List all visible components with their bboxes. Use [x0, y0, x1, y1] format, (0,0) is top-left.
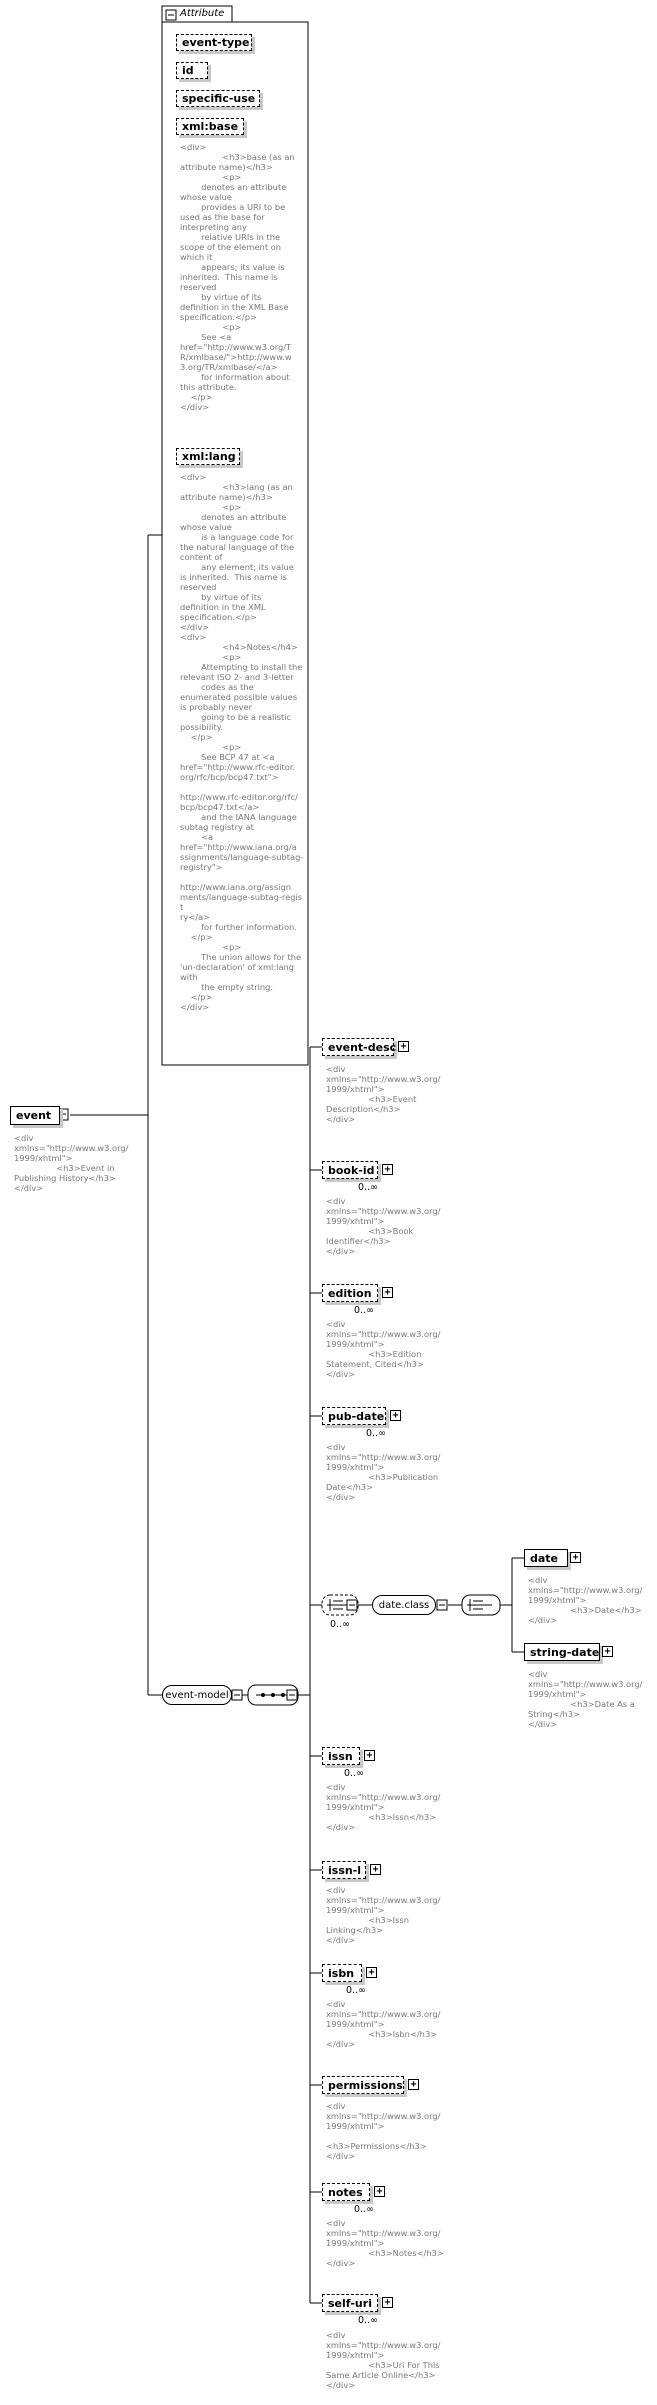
attribute-xml-lang[interactable]: xml:lang [176, 448, 240, 465]
expand-icon[interactable]: + [366, 1967, 377, 1978]
element-self-uri-doc: <div xmlns="http://www.w3.org/ 1999/xhtml"> <h3>Uri For This Same Article Online</h3> </div> [326, 2330, 441, 2390]
element-issn[interactable]: issn [322, 1747, 360, 1765]
element-issn-l-doc: <div xmlns="http://www.w3.org/ 1999/xhtml"> <h3>Issn Linking</h3> </div> [326, 1885, 441, 1945]
attribute-specific-use[interactable]: specific-use [176, 90, 260, 107]
root-element-event[interactable] [10, 1106, 60, 1125]
cardinality-date-choice: 0..∞ [330, 1619, 350, 1630]
element-event-desc-doc: <div xmlns="http://www.w3.org/ 1999/xhtml"> <h3>Event Description</h3> </div> [326, 1064, 441, 1124]
element-book-id[interactable]: book-id [322, 1161, 378, 1179]
attribute-xml-lang-doc: <div> <h3>lang (as an attribute name)</h3> <p> denotes an attribute whose value is a language code for the natural language of the content of any element; its value is inherited. This name is reserved by virtue of its definition in the XML specification.</p> </div> <div> <h4>Notes</h4> <p> Attempting to install the relevant ISO 2- and 3-letter codes as the enumerated possible values is probably never going to be a realistic possibility. </p> <p> See BCP 47 at <a href="http://www.rfc-editor. org/rfc/bcp/bcp47.txt"> http://www.rfc-editor.org/rfc/ bcp/bcp47.txt</a> and the IANA language subtag registry at <a href="http://www.iana.org/a ssignments/language-subtag- registry"> http://www.iana.org/assign ments/language-subtag-regist ry</a> for further information. </p> <p> The union allows for the 'un-declaration' of xml:lang with the empty string. </p> </div> [180, 472, 304, 1012]
element-isbn[interactable]: isbn [322, 1964, 362, 1982]
attribute-xml-base-doc: <div> <h3>base (as an attribute name)</h3> <p> denotes an attribute whose value provides a URI to be used as the base for interpreting any relative URIs in the scope of the element on which it appears; its value is inherited. This name is reserved by virtue of its definition in the XML Base specification.</p> <p> See <a href="http://www.w3.org/T R/xmlbase/">http://www.w 3.org/TR/xmlbase/</a> for information about this attribute. </p> </div> [180, 142, 295, 412]
expand-icon[interactable]: + [370, 1864, 381, 1875]
element-date[interactable]: date [524, 1549, 568, 1567]
element-self-uri[interactable]: self-uri [322, 2294, 378, 2312]
element-string-date-doc: <div xmlns="http://www.w3.org/ 1999/xhtml"> <h3>Date As a String</h3> </div> [528, 1669, 643, 1729]
cardinality-book-id: 0..∞ [358, 1182, 378, 1193]
attribute-id[interactable]: id [176, 62, 208, 79]
element-string-date[interactable]: string-date [524, 1643, 600, 1661]
expand-icon[interactable]: + [408, 2079, 419, 2090]
cardinality-issn: 0..∞ [344, 1768, 364, 1779]
element-isbn-doc: <div xmlns="http://www.w3.org/ 1999/xhtml"> <h3>Isbn</h3> </div> [326, 1999, 441, 2049]
expand-icon[interactable]: + [382, 2297, 393, 2308]
element-edition-doc: <div xmlns="http://www.w3.org/ 1999/xhtml"> <h3>Edition Statement, Cited</h3> </div> [326, 1319, 441, 1379]
expand-icon[interactable]: + [374, 2186, 385, 2197]
expand-icon[interactable]: + [602, 1646, 613, 1657]
expand-icon[interactable]: + [390, 1410, 401, 1421]
root-element-label: event [16, 1109, 52, 1122]
element-permissions-doc: <div xmlns="http://www.w3.org/ 1999/xhtml"> <h3>Permissions</h3> </div> [326, 2101, 441, 2161]
expand-icon[interactable]: + [382, 1287, 393, 1298]
cardinality-edition: 0..∞ [354, 1305, 374, 1316]
cardinality-isbn: 0..∞ [346, 1985, 366, 1996]
expand-icon[interactable]: + [382, 1164, 393, 1175]
expand-icon[interactable]: + [570, 1552, 581, 1563]
element-notes[interactable]: notes [322, 2183, 370, 2201]
element-notes-doc: <div xmlns="http://www.w3.org/ 1999/xhtml"> <h3>Notes</h3> </div> [326, 2218, 444, 2268]
attribute-event-type[interactable]: event-type [176, 34, 252, 51]
cardinality-pub-date: 0..∞ [366, 1428, 386, 1439]
group-date-class[interactable]: date.class [372, 1595, 436, 1615]
element-issn-l[interactable]: issn-l [322, 1861, 366, 1879]
attribute-header: Attribute [180, 8, 225, 19]
element-book-id-doc: <div xmlns="http://www.w3.org/ 1999/xhtml"> <h3>Book Identifier</h3> </div> [326, 1196, 441, 1256]
root-doc: <div xmlns="http://www.w3.org/ 1999/xhtml"> <h3>Event in Publishing History</h3> </div> [14, 1133, 129, 1193]
cardinality-self-uri: 0..∞ [358, 2315, 378, 2326]
element-pub-date[interactable]: pub-date [322, 1407, 386, 1425]
element-edition[interactable]: edition [322, 1284, 378, 1302]
element-permissions[interactable]: permissions [322, 2076, 404, 2094]
element-date-doc: <div xmlns="http://www.w3.org/ 1999/xhtml"> <h3>Date</h3> </div> [528, 1575, 643, 1625]
expand-icon[interactable]: + [364, 1750, 375, 1761]
element-event-desc[interactable]: event-desc [322, 1038, 394, 1056]
cardinality-notes: 0..∞ [354, 2204, 374, 2215]
element-pub-date-doc: <div xmlns="http://www.w3.org/ 1999/xhtml"> <h3>Publication Date</h3> </div> [326, 1442, 441, 1502]
group-event-model[interactable]: event-model [162, 1685, 232, 1705]
element-issn-doc: <div xmlns="http://www.w3.org/ 1999/xhtml"> <h3>Issn</h3> </div> [326, 1782, 441, 1832]
expand-icon[interactable]: + [398, 1041, 409, 1052]
attribute-xml-base[interactable]: xml:base [176, 118, 244, 135]
